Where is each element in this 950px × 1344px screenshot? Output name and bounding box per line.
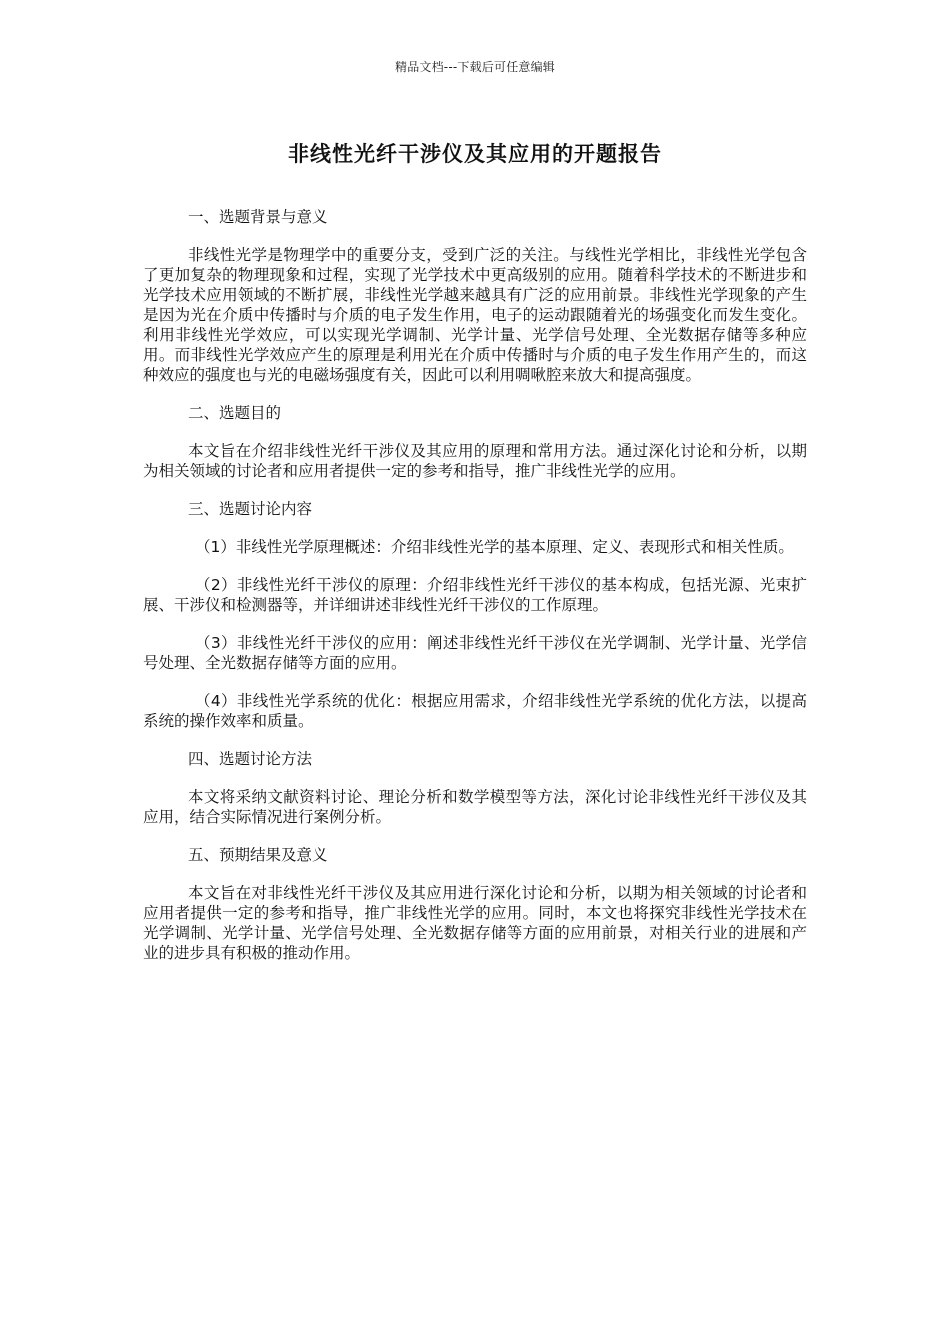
list-item: （3）非线性光纤干涉仪的应用：阐述非线性光纤干涉仪在光学调制、光学计量、光学信号处理、全光数据存储等方面的应用。	[143, 634, 807, 672]
section-heading-background: 一、选题背景与意义	[188, 208, 328, 226]
list-item: （2）非线性光纤干涉仪的原理：介绍非线性光纤干涉仪的基本构成，包括光源、光束扩展、干涉仪和检测器等，并详细讲述非线性光纤干涉仪的工作原理。	[143, 576, 807, 614]
section-heading-purpose: 二、选题目的	[188, 404, 282, 422]
document-body	[143, 207, 807, 981]
list-item: （4）非线性光学系统的优化：根据应用需求，介绍非线性光学系统的优化方法，以提高系统的操作效率和质量。	[143, 692, 807, 730]
section-heading-expected-results: 五、预期结果及意义	[188, 846, 328, 864]
section-heading-method: 四、选题讨论方法	[188, 750, 313, 768]
list-item: （1）非线性光学原理概述：介绍非线性光学的基本原理、定义、表现形式和相关性质。	[195, 538, 794, 556]
document-title: 非线性光纤干涉仪及其应用的开题报告	[288, 142, 662, 166]
section-heading-content: 三、选题讨论内容	[188, 500, 313, 518]
paragraph-purpose: 本文旨在介绍非线性光纤干涉仪及其应用的原理和常用方法。通过深化讨论和分析，以期为相关领域的讨论者和应用者提供一定的参考和指导，推广非线性光学的应用。	[143, 442, 807, 480]
paragraph-background: 非线性光学是物理学中的重要分支，受到广泛的关注。与线性光学相比，非线性光学包含了更加复杂的物理现象和过程，实现了光学技术中更高级别的应用。随着科学技术的不断进步和光学技术应用领域的不断扩展，非线性光学越来越具有广泛的应用前景。非线性光学现象的产生是因为光在介质中传播时与介质的电子发生作用，电子的运动跟随着光的场强变化而发生变化。利用非线性光学效应，可以实现光学调制、光学计量、光学信号处理、全光数据存储等多种应用。而非线性光学效应产生的原理是利用光在介质中传播时与介质的电子发生作用产生的，而这种效应的强度也与光的电磁场强度有关，因此可以利用啁啾腔来放大和提高强度。	[143, 246, 807, 384]
paragraph-expected-results: 本文旨在对非线性光纤干涉仪及其应用进行深化讨论和分析，以期为相关领域的讨论者和应用者提供一定的参考和指导，推广非线性光学的应用。同时，本文也将探究非线性光学技术在光学调制、光学计量、光学信号处理、全光数据存储等方面的应用前景，对相关行业的进展和产业的进步具有积极的推动作用。	[143, 884, 807, 962]
header-note: 精品文档---下载后可任意编辑	[395, 60, 555, 74]
paragraph-method: 本文将采纳文献资料讨论、理论分析和数学模型等方法，深化讨论非线性光纤干涉仪及其应用，结合实际情况进行案例分析。	[143, 788, 807, 826]
